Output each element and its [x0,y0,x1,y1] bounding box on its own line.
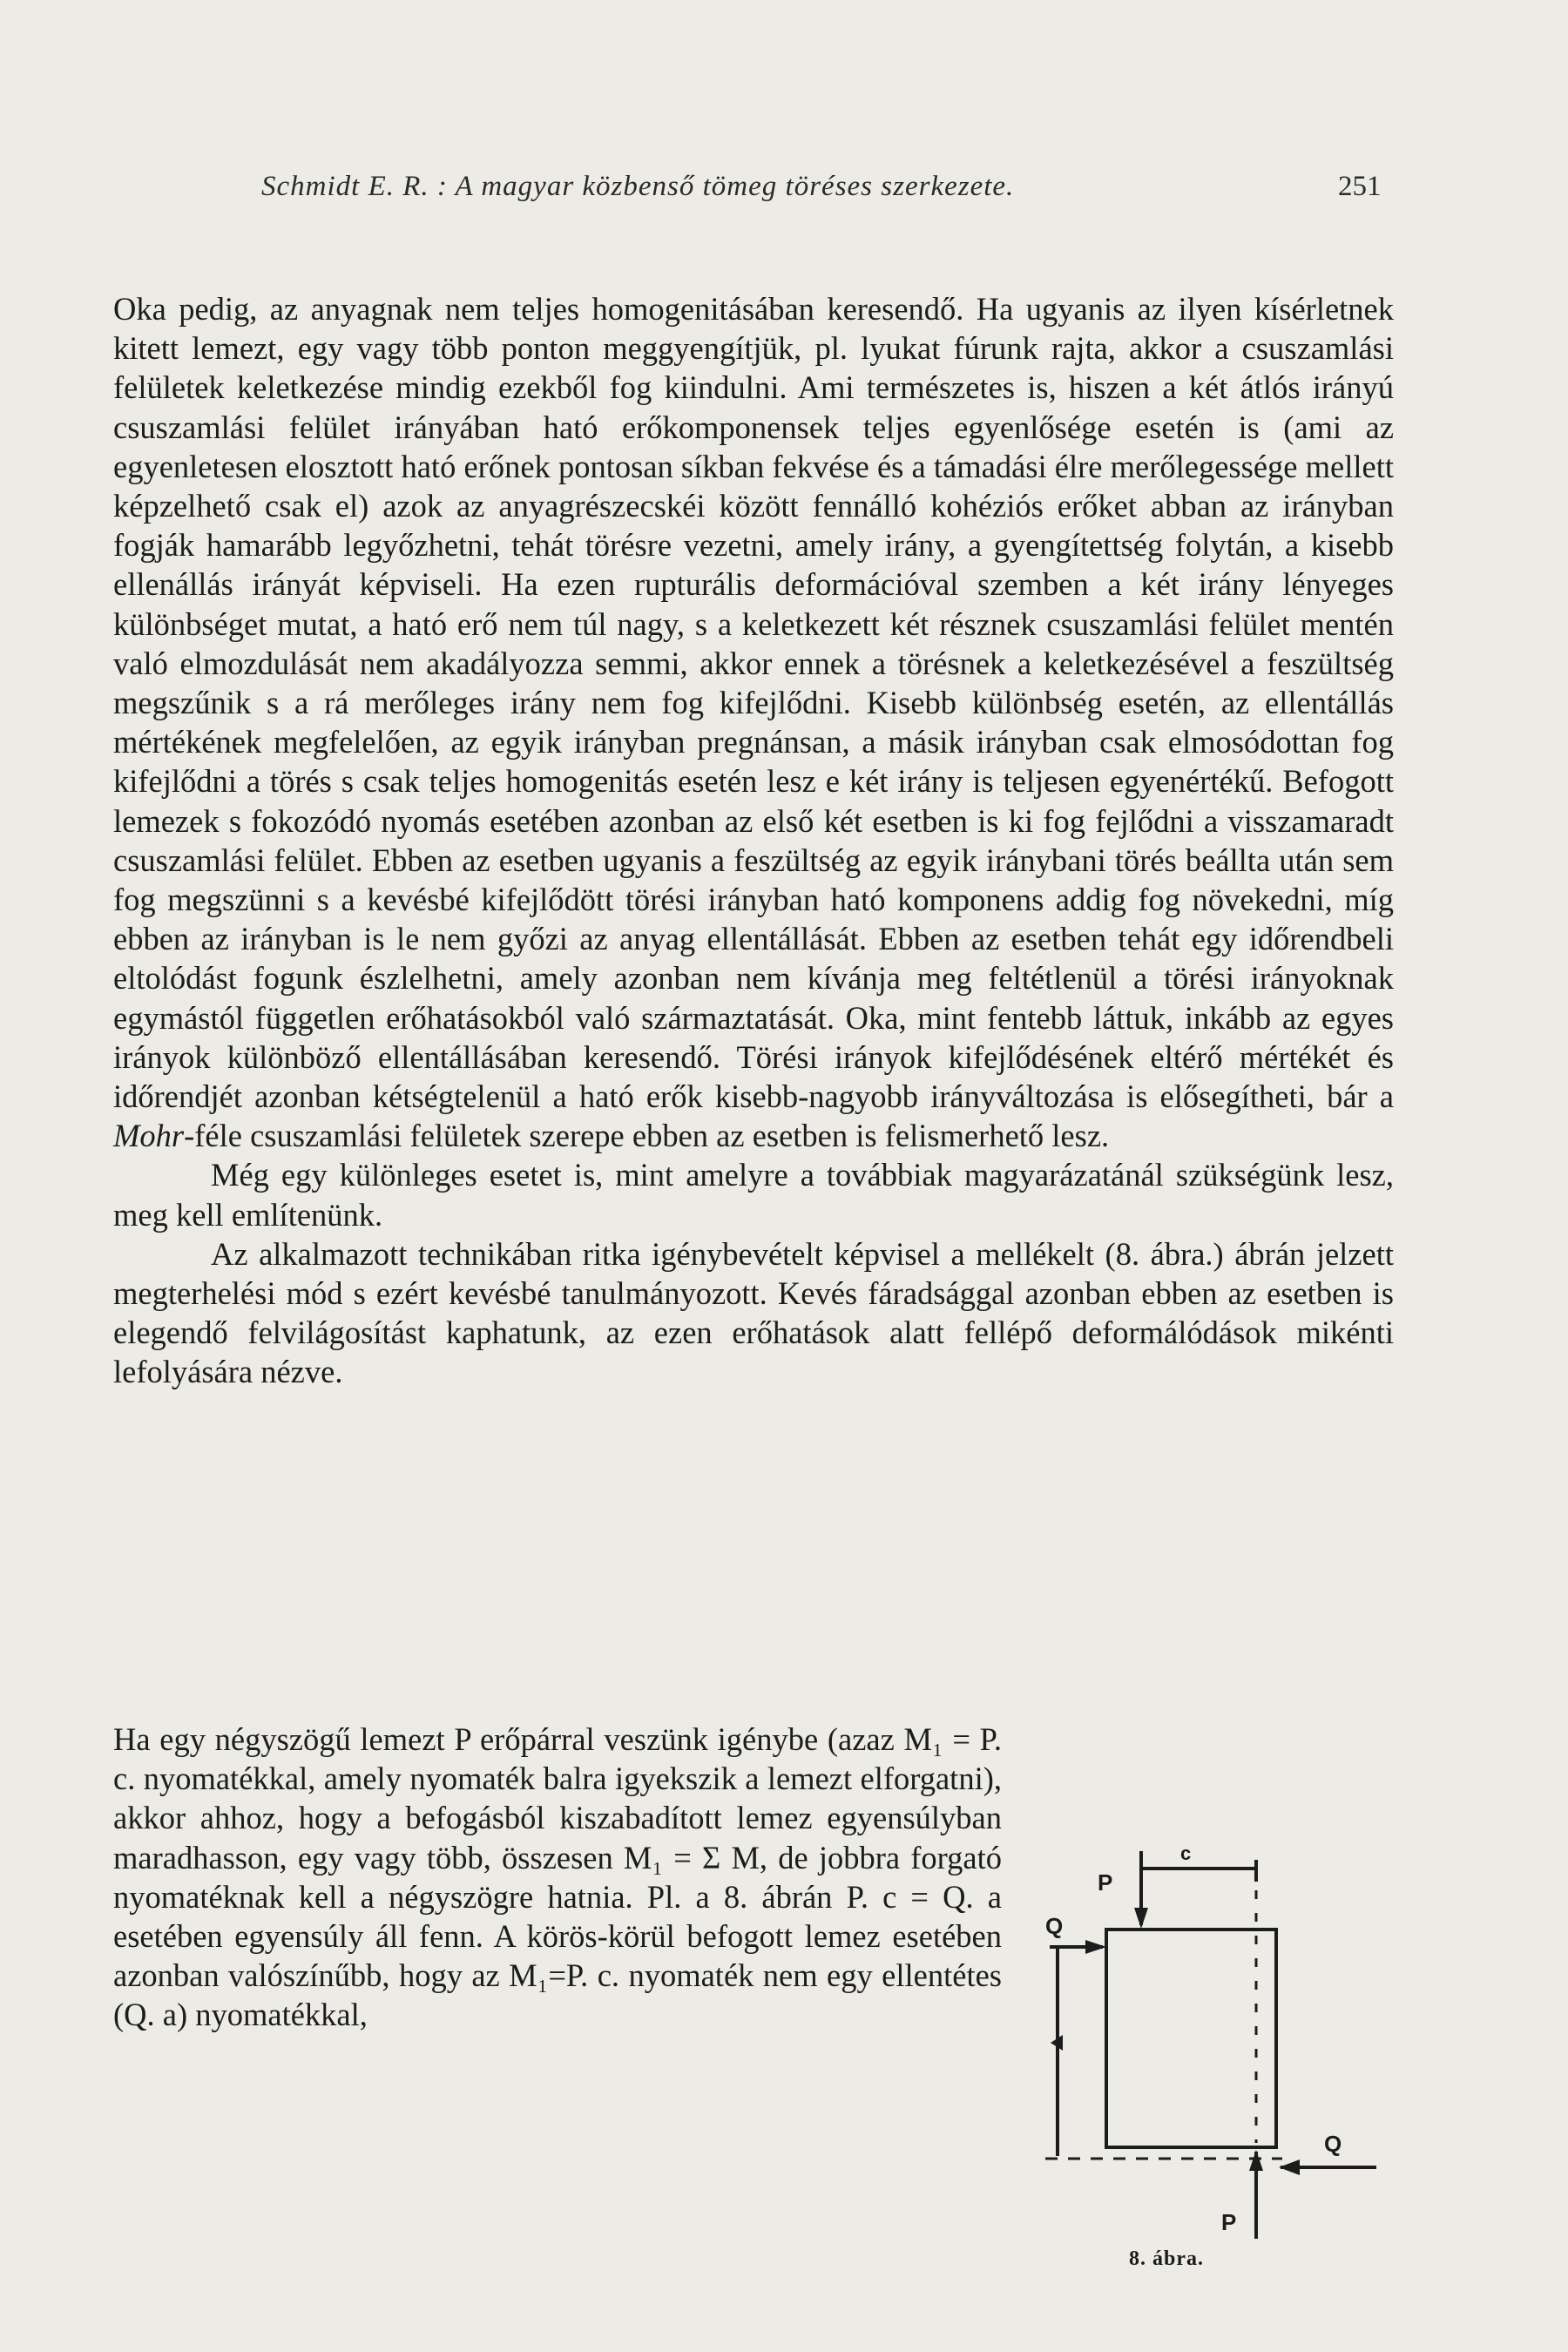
q-left-arrowhead [1085,1940,1106,1954]
paragraph-2: Még egy különleges esetet is, mint amelyre a továbbiak magyarázatánál szükségünk lesz, meg kell említenünk. [113,1157,1394,1233]
force-diagram [1028,1768,1376,2256]
label-q-left: Q [1045,1913,1064,1939]
wrapped-paragraph [113,1720,1002,2035]
body-text [113,289,1394,1392]
p-bottom-arrowhead [1249,2150,1263,2171]
paragraph-1 [113,289,1394,1155]
label-p-top: P [1098,1869,1113,1896]
running-head: Schmidt E. R. : A magyar közbenső tömeg töréses szerkezete. [261,171,1015,202]
figure-caption: 8. ábra. [1129,2247,1204,2270]
mohr-before: bár a [1327,1078,1395,1115]
mohr-name: Mohr [113,1118,185,1154]
label-p-bottom: P [1221,2209,1237,2235]
p-top-arrowhead [1134,1908,1148,1929]
plate-rectangle [1106,1930,1276,2147]
paragraph-1-text: Oka pedig, az anyagnak nem teljes homogenitásában keresendő. Ha ugyanis az ilyen kísérletnek kitett lemezt, egy vagy több ponton meggyengítjük, pl. lyukat fúrunk rajta, akkor a csuszamlási felületek keletkezése mindig ezekből fog kiindulni. Ami természetes is, hiszen a két átlós irányú csuszamlási felület irányában ható erőkomponensek teljes egyenlősége esetén is (ami az egyenletesen elosztott ható erőnek pontosan síkban fekvése és a támadási élre merőlegessége mellett képzelhető csak el) azok az anyagrészecskéi között fennálló kohéziós erőket abban az irányban fogják hamarább legyőzhetni, tehát törésre vezetni, amely irány, a gyengítettség folytán, a kisebb ellenállás irányát képviseli. Ha ezen rupturális deformációval szemben a két irány lényeges különbséget mutat, a ható erő nem túl nagy, s a keletkezett két résznek csuszamlási felület mentén való elmozdulását nem akadályozza semmi, akkor ennek a törésnek a keletkezésével a feszültség megszűnik s a rá merőleges irány nem fog kifejlődni. Kisebb különbség esetén, az ellentállás mértékének megfelelően, az egyik irányban pregnánsan, a másik irányban csak elmosódottan fog kifejlődni a törés s csak teljes homogenitás esetén lesz e két irány is teljesen egyenértékű. Befogott lemezek s fokozódó nyomás esetében azonban az első két esetben is ki fog fejlődni a visszamaradt csuszamlási felület. Ebben az esetben ugyanis a feszültség az egyik iránybani törés beállta után sem fog megszünni s a kevésbé kifejlődött törési irányban ható komponens addig fog növekedni, míg ebben az irányban is le nem győzi az anyag ellentállását. Ebben az esetben tehát egy időrendbeli eltolódást fogunk észlelhetni, amely azonban nem kívánja meg feltétlenül a törési irányoknak egymástól független erőhatásokból való származtatását. Oka, mint fentebb láttuk, inkább az egyes irányok különböző ellentállásában keresendő. Törési irányok kifejlődésének eltérő mértékét és időrendjét azonban kétségtelenül a ható erők kisebb-nagyobb irányváltozása is elősegítheti, [113,291,1394,1115]
paragraph-4: Ha egy négyszögű lemezt P erőpárral veszünk igénybe (azaz M₁ = P. c. nyomatékkal, amely nyomaték balra igyekszik a lemezt elforgatni), akkor ahhoz, hogy a befogásból kiszabadított lemez egyensúlyban maradhasson, egy vagy több, összesen M₁ = Σ M, de jobbra forgató nyomatéknak kell a négyszögre hatnia. Pl. a 8. ábrán P. c = Q. a esetében egyensúly áll fenn. A körös-körül befogott lemez esetében azonban valószínűbb, hogy az M₁=P. c. nyomaték nem egy ellentétes (Q. a) nyomatékkal, [113,1721,1002,2033]
label-c: c [1180,1842,1192,1864]
page-number: 251 [1338,171,1382,202]
label-q-right: Q [1324,2131,1342,2157]
paragraph-3: Az alkalmazott technikában ritka igénybevételt képvisel a mellékelt (8. ábra.) ábrán jelzett megterhelési mód s ezért kevésbé tanulmányozott. Kevés fáradsággal azonban ebben az esetben is elegendő felvilágosítást kaphatunk, az ezen erőhatások alatt fellépő deformálódások mikénti lefolyására nézve. [113,1235,1394,1390]
figure-8 [1028,1768,1376,2256]
q-right-arrowhead [1279,2159,1300,2175]
mohr-after: -féle csuszamlási felületek szerepe ebben az esetben is felismerhető lesz. [184,1118,1110,1154]
